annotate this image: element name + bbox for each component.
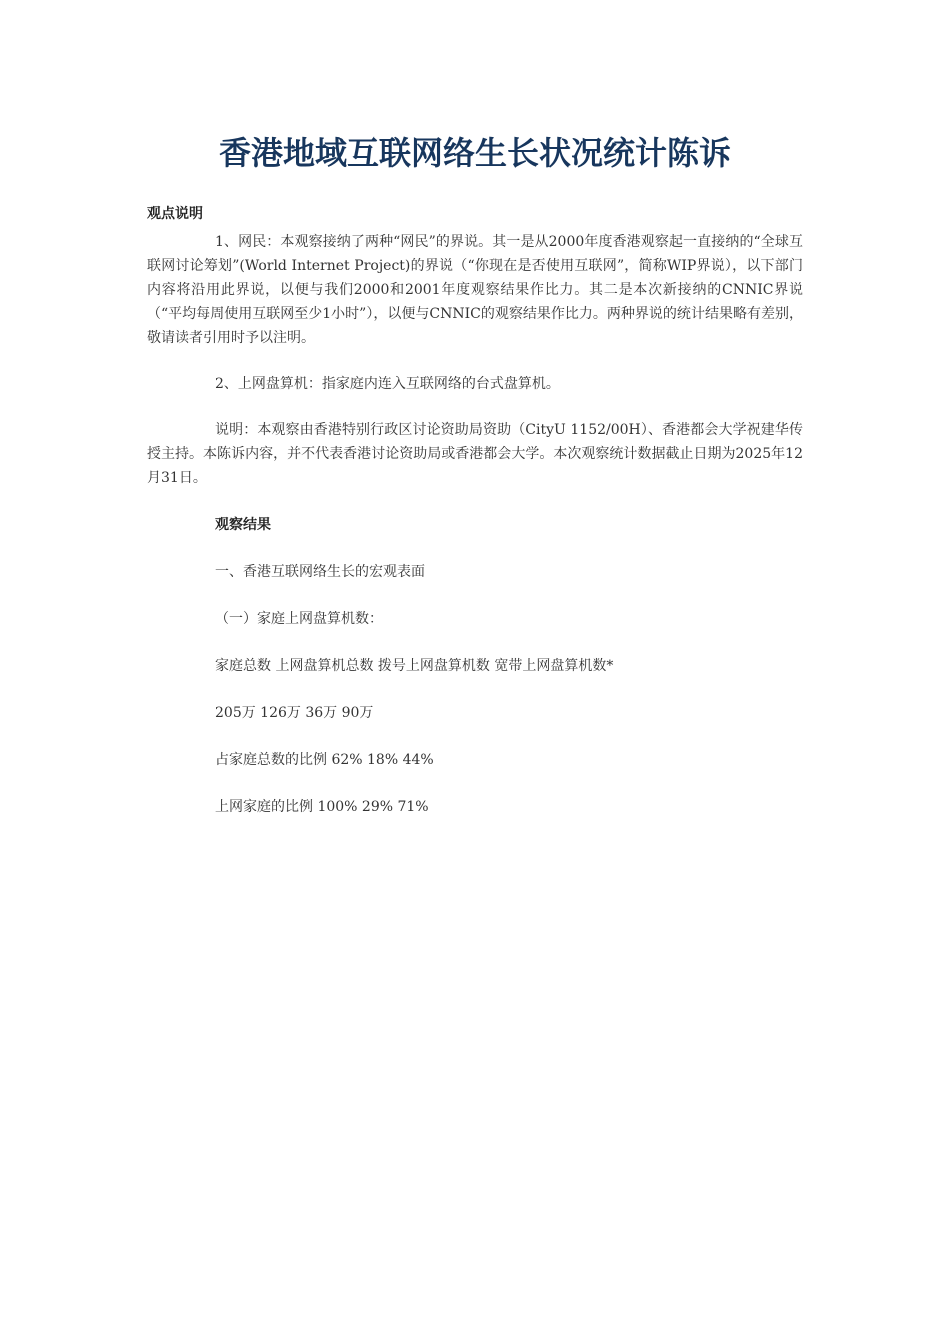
table-row-share-online: 上网家庭的比例 100% 29% 71% [215, 799, 429, 815]
document-body [147, 202, 803, 819]
paragraph-netizen-definition: 1、网民：本观察接纳了两种“网民”的界说。其一是从2000年度香港观察起一直接纳的“全球互联网讨论筹划”(World Internet Project)的界说（“你现在是否使用互联网”，简称WIP界说），以下部门内容将沿用此界说，以便与我们2000和2001年度观察结果作比力。其二是本次新接纳的CNNIC界说（“平均每周使用互联网至少1小时”），以便与CNNIC的观察结果作比力。两种界说的统计结果略有差别，敬请读者引用时予以注明。 [147, 234, 803, 346]
subsection-household-computers: （一）家庭上网盘算机数： [215, 611, 383, 627]
document-title: 香港地域互联网络生长状况统计陈诉 [218, 134, 731, 172]
section-heading-viewpoints: 观点说明 [147, 206, 203, 222]
table-header-line: 家庭总数 上网盘算机总数 拨号上网盘算机数 宽带上网盘算机数* [215, 658, 614, 674]
paragraph-survey-note: 说明：本观察由香港特别行政区讨论资助局资助（CityU 1152/00H）、香港都会大学祝建华传授主持。本陈诉内容，并不代表香港讨论资助局或香港都会大学。本次观察统计数据截止日期为2025年12月31日。 [147, 422, 803, 486]
table-row-share-households: 占家庭总数的比例 62% 18% 44% [215, 752, 434, 768]
section-heading-results: 观察结果 [215, 517, 271, 533]
paragraph-online-computer-definition: 2、上网盘算机：指家庭内连入互联网络的台式盘算机。 [215, 376, 560, 392]
subsection-macro-overview: 一、香港互联网络生长的宏观表面 [215, 564, 425, 580]
table-row-counts: 205万 126万 36万 90万 [215, 705, 374, 721]
